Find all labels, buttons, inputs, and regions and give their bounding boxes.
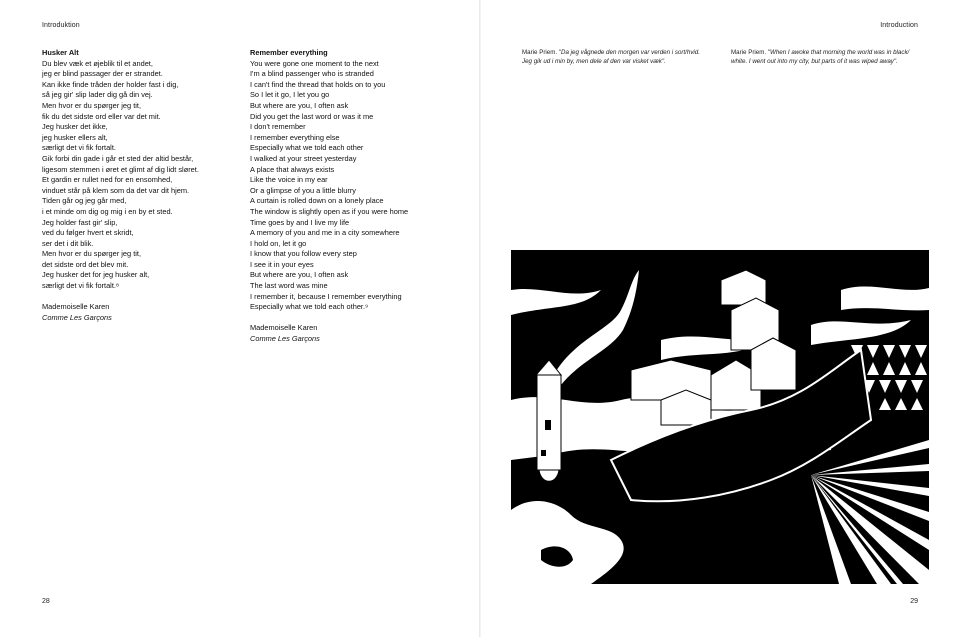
caption-english: [731, 49, 931, 66]
english-poem-line: I remember it, because I remember everything: [250, 291, 402, 301]
danish-poem-line: særligt det vi fik fortalt.: [42, 143, 116, 153]
english-poem-line: A place that always exists: [250, 164, 335, 174]
danish-poem-line: fik du det sidste ord eller var det mit.: [42, 111, 161, 121]
danish-poem-line: Et gardin er rullet ned for en ensomhed,: [42, 175, 173, 185]
danish-poem-line: så jeg gir' slip lader dig gå din vej.: [42, 90, 153, 100]
danish-poem-line: Men hvor er du spørger jeg tit,: [42, 100, 141, 110]
english-poem: [250, 48, 408, 345]
cloud-right: [841, 286, 929, 310]
english-poem-line: So I let it go, I let you go: [250, 90, 330, 100]
book-gutter: [479, 0, 481, 637]
english-poem-line: The window is slightly open as if you were home: [250, 206, 409, 216]
english-poem-line: I don't remember: [250, 122, 306, 132]
english-poem-line: The last word was mine: [250, 281, 328, 291]
english-poem-line: A memory of you and me in a city somewhere: [250, 228, 400, 238]
english-poem-title: Remember everything: [250, 48, 328, 57]
english-poem-lines: [250, 59, 408, 313]
running-head-right: Introduction: [880, 22, 918, 29]
city-illustration-drawing: [511, 250, 929, 584]
running-head-left: Introduktion: [42, 22, 80, 29]
danish-poem-line: vinduet står på klem som da det var dit hjem.: [42, 185, 190, 195]
caption-english-name: Marie Priem.: [731, 49, 767, 56]
english-poem-line: Especially what we told each other.⁹: [250, 302, 369, 312]
danish-poem-line: Gik forbi din gade i går et sted der altid består,: [42, 153, 194, 163]
caption-danish-name: Marie Priem.: [522, 49, 558, 56]
danish-poem-line: Jeg husker det ikke,: [42, 122, 108, 132]
danish-poem-line: særligt det vi fik fortalt.⁸: [42, 281, 120, 291]
english-poem-line: Time goes by and I live my life: [250, 217, 350, 227]
english-poem-line: Especially what we told each other: [250, 143, 364, 153]
tower-house: [536, 360, 561, 481]
danish-poem-line: Jeg husker det for jeg husker alt,: [42, 270, 150, 280]
danish-poem: [42, 48, 199, 323]
danish-poem-title: Husker Alt: [42, 48, 79, 57]
english-poem-line: I remember everything else: [250, 132, 340, 142]
english-poem-line: But where are you, I often ask: [250, 100, 349, 110]
danish-poem-line: ved du følger hvert et skridt,: [42, 228, 134, 238]
english-poem-line: I walked at your street yesterday: [250, 153, 357, 163]
danish-poem-line: jeg husker ellers alt,: [42, 132, 108, 142]
danish-poem-line: i et minde om dig og mig i en by et sted.: [42, 206, 173, 216]
english-poem-line: I can't find the thread that holds on to you: [250, 79, 386, 89]
english-poem-line: A curtain is rolled down on a lonely place: [250, 196, 384, 206]
danish-poem-album: Comme Les Garçons: [42, 312, 112, 322]
danish-poem-line: ligesom stemmen i øret et glimt af dig lidt sløret.: [42, 164, 199, 174]
english-poem-line: Like the voice in my ear: [250, 175, 328, 185]
danish-poem-line: Men hvor er du spørger jeg tit,: [42, 249, 141, 259]
caption-english-line-2: white. I went out into my city, but parts of it was wiped away".: [731, 57, 898, 65]
danish-poem-line: Jeg holder fast gir' slip,: [42, 217, 118, 227]
caption-danish-line-2: Jeg gik ud i min by, men dele af den var visket væk".: [522, 57, 666, 65]
city-illustration: [511, 250, 929, 584]
english-poem-line: You were gone one moment to the next: [250, 58, 379, 68]
danish-poem-line: ser det i dit blik.: [42, 238, 94, 248]
english-poem-line: I know that you follow every step: [250, 249, 357, 259]
caption-danish-line-1: "Da jeg vågnede den morgen var verden i sort/hvid.: [557, 49, 700, 56]
danish-poem-lines: [42, 59, 199, 292]
page-number-right: 29: [910, 598, 918, 605]
english-poem-line: But where are you, I often ask: [250, 270, 349, 280]
english-poem-album: Comme Les Garçons: [250, 334, 320, 344]
danish-poem-line: Du blev væk et øjeblik til et andet,: [42, 58, 153, 68]
danish-poem-line: jeg er blind passager der er strandet.: [42, 69, 163, 79]
danish-poem-line: Kan ikke finde tråden der holder fast i dig,: [42, 79, 179, 89]
english-poem-line: Did you get the last word or was it me: [250, 111, 374, 121]
caption-english-line-1: "When I awoke that morning the world was in black/: [766, 49, 910, 56]
danish-poem-line: det sidste ord det blev mit.: [42, 259, 129, 269]
english-poem-line: I'm a blind passenger who is stranded: [250, 69, 374, 79]
english-poem-line: I hold on, let it go: [250, 238, 307, 248]
english-poem-artist: Mademoiselle Karen: [250, 323, 318, 333]
english-poem-line: Or a glimpse of you a little blurry: [250, 185, 356, 195]
page-number-left: 28: [42, 598, 50, 605]
danish-poem-line: Tiden går og jeg går med,: [42, 196, 127, 206]
danish-poem-artist: Mademoiselle Karen: [42, 302, 110, 312]
caption-danish: [522, 49, 712, 66]
english-poem-line: I see it in your eyes: [250, 259, 314, 269]
